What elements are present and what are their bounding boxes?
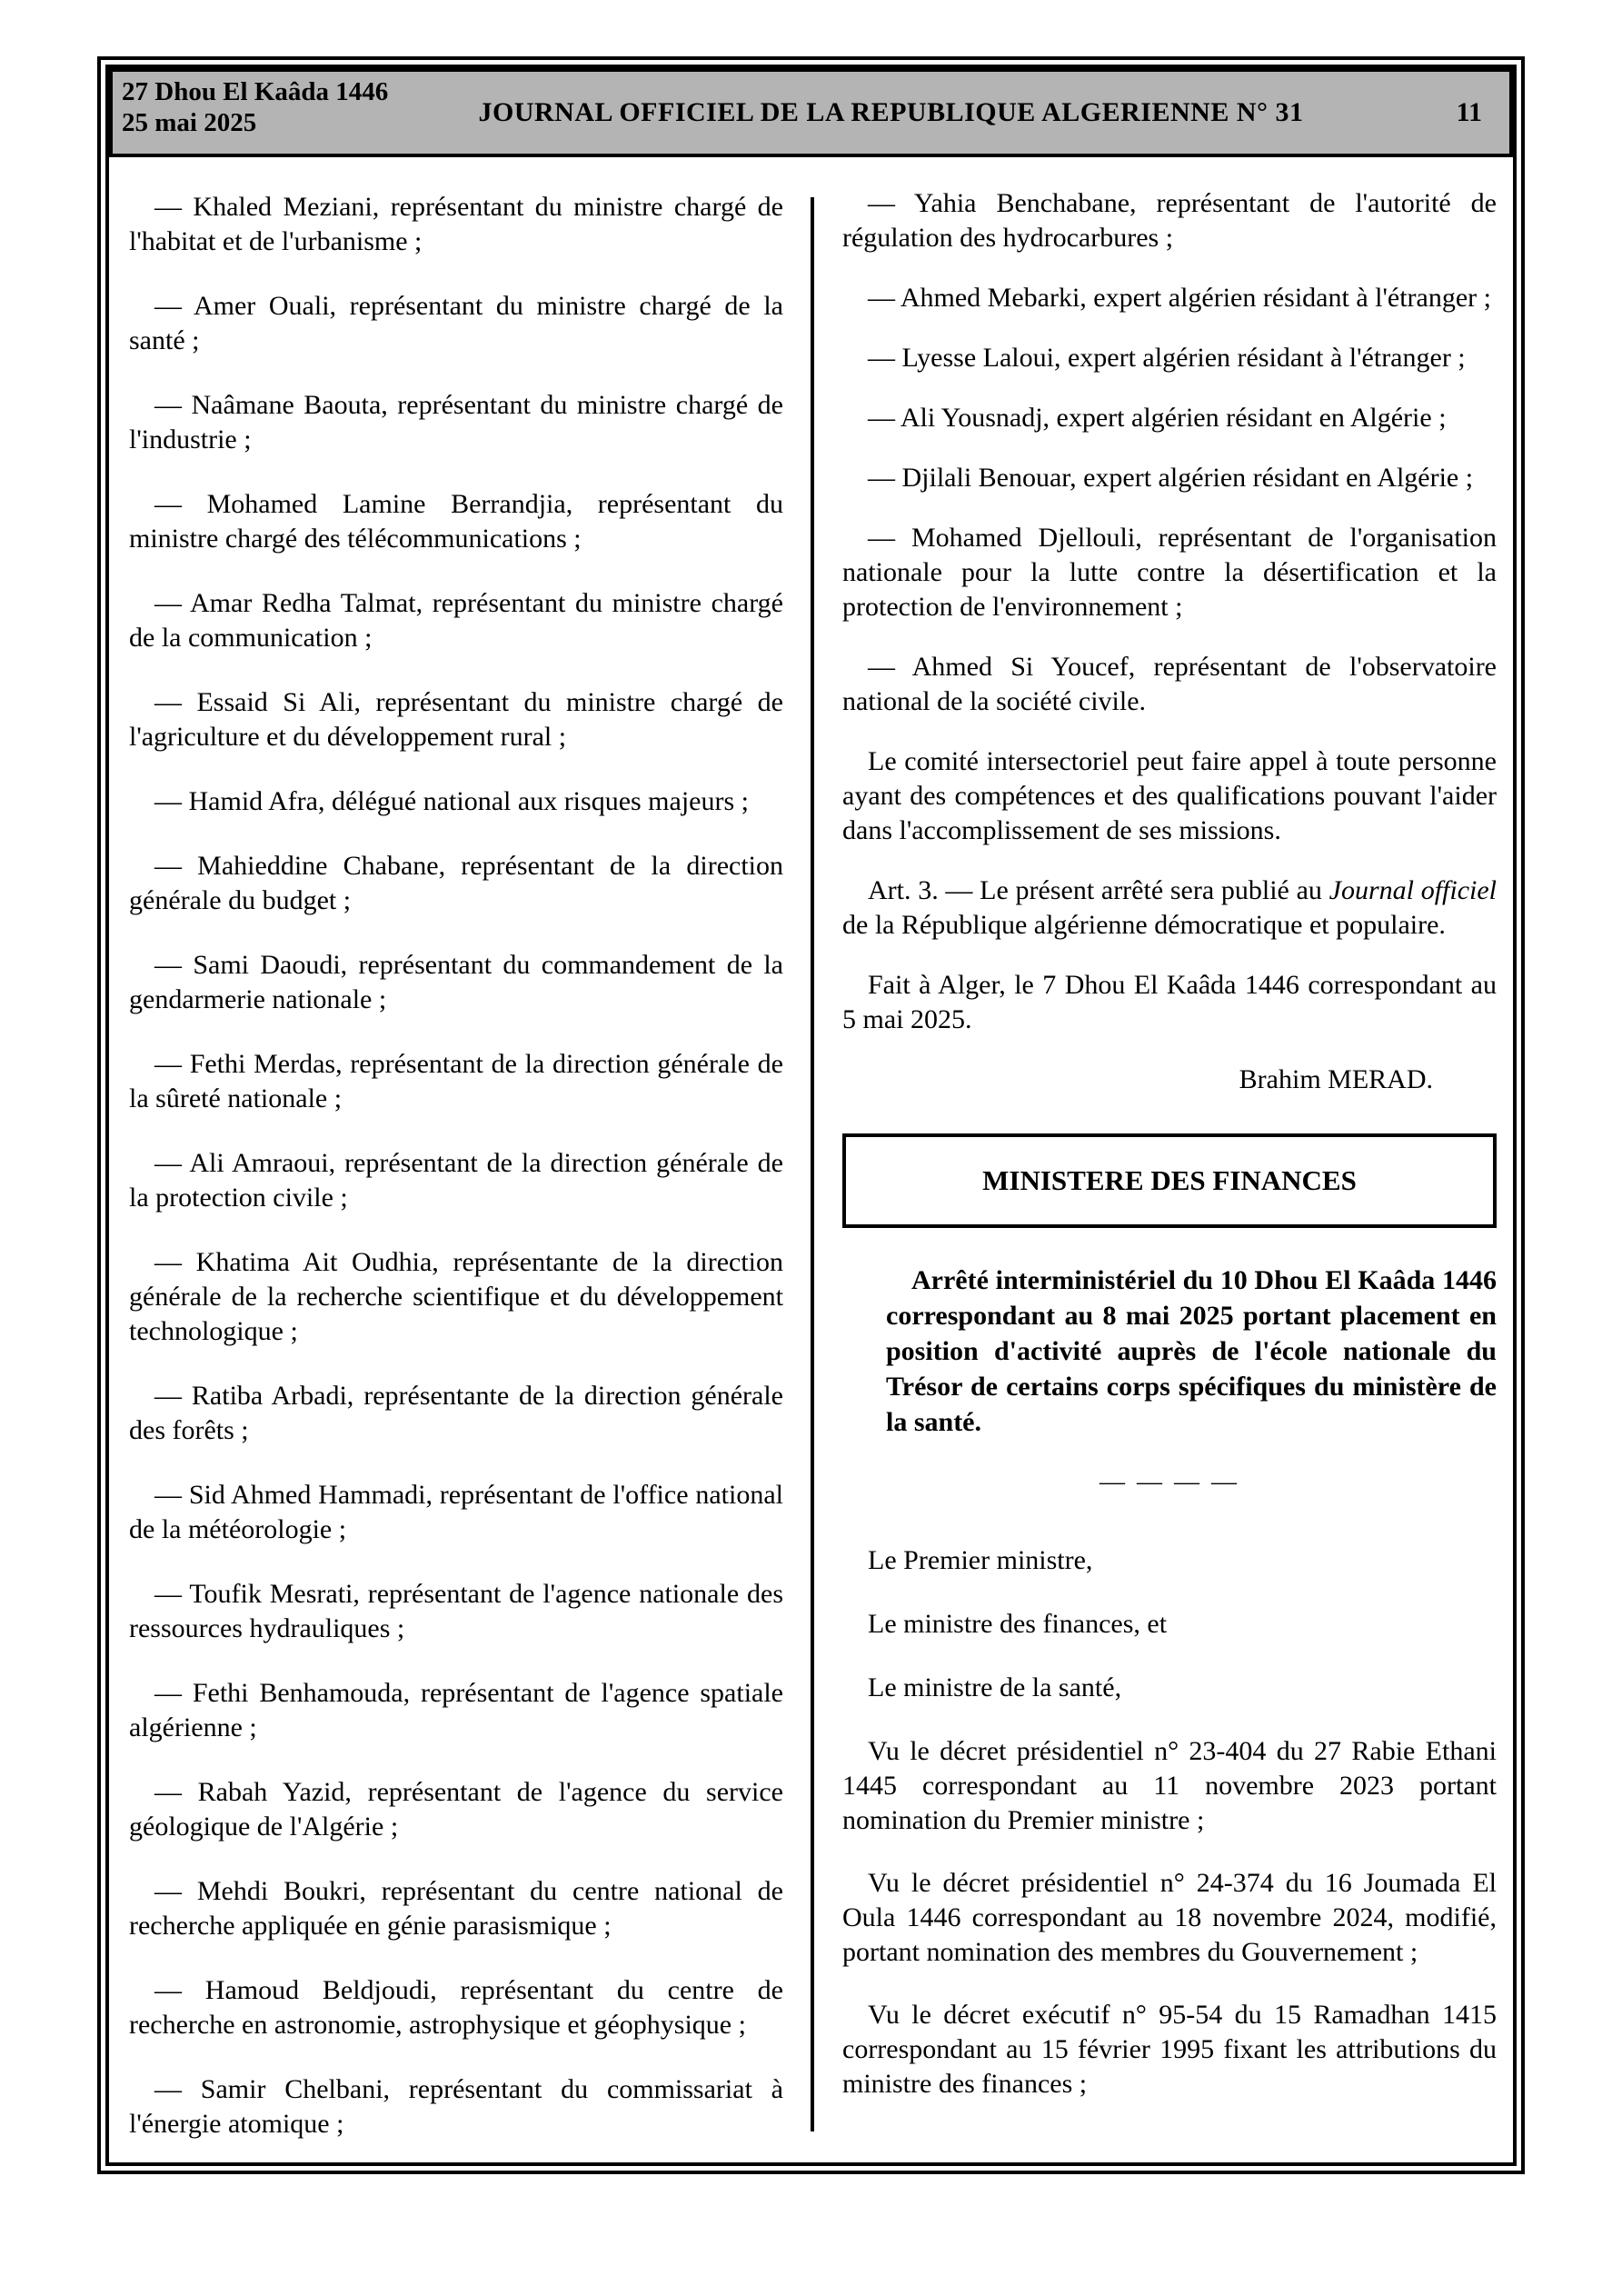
member-item: — Djilali Benouar, expert algérien résidant en Algérie ; — [868, 463, 1474, 493]
fait-a-alger-paragraph: Fait à Alger, le 7 Dhou El Kaâda 1446 correspondant au 5 mai 2025. — [842, 970, 1497, 1034]
member-item: — Hamid Afra, délégué national aux risques majeurs ; — [154, 786, 749, 816]
member-item: — Ali Amraoui, représentant de la direction générale de la protection civile ; — [129, 1148, 783, 1213]
arrete-heading: Arrêté interministériel du 10 Dhou El Kaâda 1446 correspondant au 8 mai 2025 portant placement en position d'activité auprès de l'école nationale du Trésor de certains corps spécifiques du ministère de la santé. — [886, 1265, 1497, 1437]
member-item: — Hamoud Beldjoudi, représentant du centre de recherche en astronomie, astrophysique et géophysique ; — [129, 1975, 783, 2040]
member-item: — Amar Redha Talmat, représentant du ministre chargé de la communication ; — [129, 588, 783, 653]
dash-separator: — — — — — [1100, 1468, 1239, 1496]
member-item: — Ahmed Mebarki, expert algérien résidant à l'étranger ; — [868, 283, 1491, 313]
art3-suffix: de la République algérienne démocratique et populaire. — [842, 910, 1446, 940]
member-item: — Rabah Yazid, représentant de l'agence du service géologique de l'Algérie ; — [129, 1777, 783, 1842]
signature: Brahim MERAD. — [1239, 1064, 1433, 1094]
member-item: — Yahia Benchabane, représentant de l'autorité de régulation des hydrocarbures ; — [842, 188, 1497, 253]
hijri-date: 27 Dhou El Kaâda 1446 — [122, 77, 389, 106]
member-item: — Sid Ahmed Hammadi, représentant de l'office national de la météorologie ; — [129, 1480, 783, 1544]
member-item: — Ali Yousnadj, expert algérien résidant en Algérie ; — [868, 403, 1447, 433]
journal-header — [109, 68, 1513, 157]
left-column — [129, 190, 783, 2171]
art3-journal-officiel: Journal officiel — [1328, 875, 1497, 905]
member-item: — Lyesse Laloui, expert algérien résidant à l'étranger ; — [868, 343, 1466, 373]
member-item: — Ratiba Arbadi, représentante de la direction générale des forêts ; — [129, 1381, 783, 1445]
member-item: — Mohamed Djellouli, représentant de l'organisation nationale pour la lutte contre la désertification et la protection de l'environnement ; — [842, 523, 1497, 622]
member-item: — Fethi Benhamouda, représentant de l'agence spatiale algérienne ; — [129, 1678, 783, 1742]
member-item: — Mohamed Lamine Berrandjia, représentant du ministre chargé des télécommunications ; — [129, 489, 783, 554]
ministre-finances-line: Le ministre des finances, et — [868, 1609, 1168, 1639]
member-item: — Essaid Si Ali, représentant du ministre chargé de l'agriculture et du développement rural ; — [129, 687, 783, 752]
member-item: — Toufik Mesrati, représentant de l'agence nationale des ressources hydrauliques ; — [129, 1579, 783, 1643]
member-item: — Sami Daoudi, représentant du commandement de la gendarmerie nationale ; — [129, 950, 783, 1014]
premier-ministre-line: Le Premier ministre, — [868, 1545, 1093, 1575]
journal-title: JOURNAL OFFICIEL DE LA REPUBLIQUE ALGERIENNE N° 31 — [478, 97, 1304, 127]
right-column — [842, 186, 1497, 2130]
vu-decret-1: Vu le décret présidentiel n° 23-404 du 27 Rabie Ethani 1445 correspondant au 11 novembre 2023 portant nomination du Premier ministre ; — [842, 1736, 1497, 1835]
page-number: 11 — [1456, 97, 1482, 127]
article-3-paragraph — [842, 873, 1497, 943]
ministry-section-box: MINISTERE DES FINANCES — [842, 1133, 1497, 1228]
comite-paragraph: Le comité intersectoriel peut faire appel à toute personne ayant des compétences et des qualifications pouvant l'aider dans l'accomplissement de ses missions. — [842, 746, 1497, 845]
member-item: — Naâmane Baouta, représentant du ministre chargé de l'industrie ; — [129, 390, 783, 454]
ministre-sante-line: Le ministre de la santé, — [868, 1672, 1122, 1702]
member-item: — Amer Ouali, représentant du ministre chargé de la santé ; — [129, 291, 783, 355]
vu-decret-3: Vu le décret exécutif n° 95-54 du 15 Ramadhan 1415 correspondant au 15 février 1995 fixant les attributions du ministre des finances ; — [842, 2000, 1497, 2099]
vu-decret-2: Vu le décret présidentiel n° 24-374 du 16 Joumada El Oula 1446 correspondant au 18 novembre 2024, modifié, portant nomination des membres du Gouvernement ; — [842, 1868, 1497, 1967]
member-item: — Mehdi Boukri, représentant du centre national de recherche appliquée en génie parasismique ; — [129, 1876, 783, 1941]
art3-prefix: Art. 3. — Le présent arrêté sera publié au — [868, 875, 1329, 905]
member-item: — Ahmed Si Youcef, représentant de l'observatoire national de la société civile. — [842, 652, 1497, 716]
member-item: — Samir Chelbani, représentant du commissariat à l'énergie atomique ; — [129, 2074, 783, 2139]
member-item: — Khaled Meziani, représentant du ministre chargé de l'habitat et de l'urbanisme ; — [129, 192, 783, 256]
member-item: — Mahieddine Chabane, représentant de la direction générale du budget ; — [129, 851, 783, 915]
page-frame — [97, 56, 1525, 2174]
member-item: — Fethi Merdas, représentant de la direction générale de la sûreté nationale ; — [129, 1049, 783, 1113]
member-item: — Khatima Ait Oudhia, représentante de la direction générale de la recherche scientifique et du développement technologique ; — [129, 1247, 783, 1346]
column-divider — [811, 197, 814, 2131]
gregorian-date: 25 mai 2025 — [122, 108, 257, 137]
